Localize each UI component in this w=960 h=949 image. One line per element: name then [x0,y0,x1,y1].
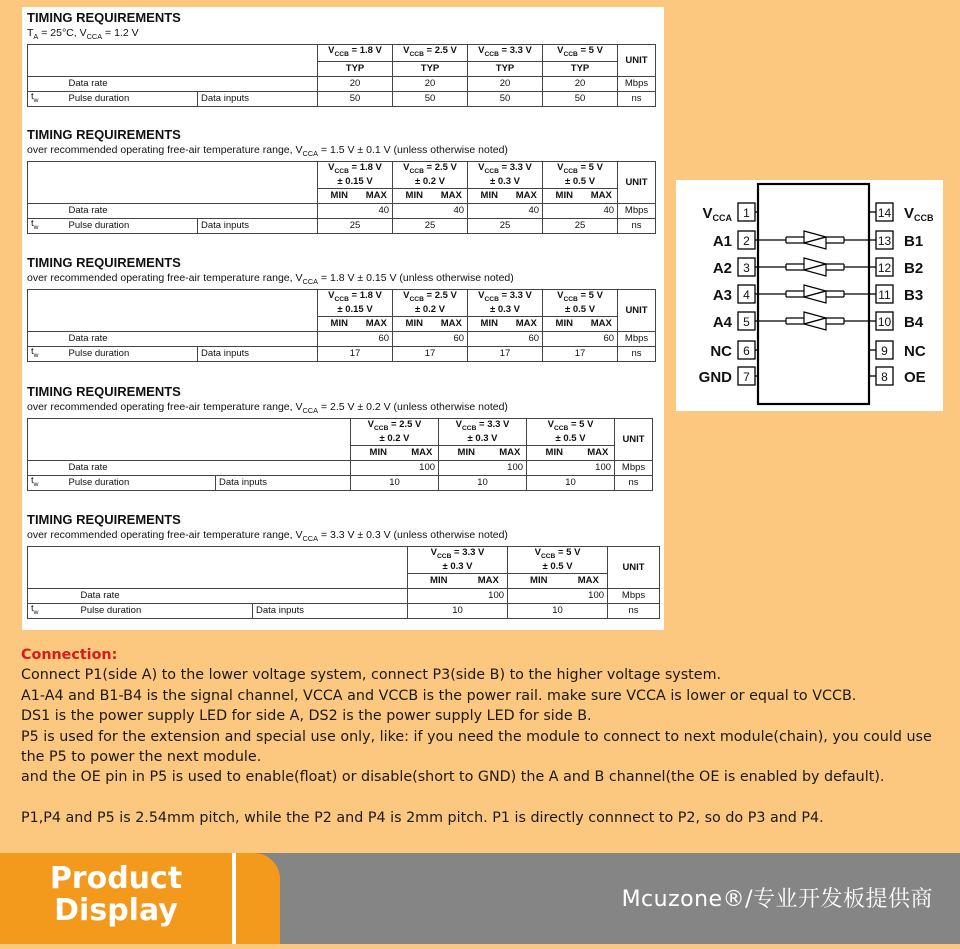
product-label-line1: Product [49,861,183,896]
section-condition: over recommended operating free-air temperature range, $V_{CCA} = 1.8$ V ± 0.15 V (unless otherwise noted) [27,272,514,287]
param-cell: Data rate [66,331,318,346]
value-cell [351,460,406,475]
level-shifter-buffer-icon [758,258,869,276]
table-row [28,77,656,92]
value-cell: 20 [468,77,543,92]
timing-section [27,10,656,107]
sub-header: MAX [436,188,468,203]
product-display-label [0,863,232,927]
header-blank [28,162,318,204]
vccb-header: $V_{CCB} = 5$ V [543,45,618,62]
value-cell: 60 [361,331,393,346]
symbol-cell: $t_w$ [28,475,66,490]
vccb-header: $V_{CCB} = 2.5$ V ± 0.2 V [393,162,468,189]
table-row [28,588,660,603]
value-cell: 100 [582,460,615,475]
value-cell: 50 [393,92,468,107]
value-cell [468,331,511,346]
vccb-header: $V_{CCB} = 5$ V ± 0.5 V [508,547,608,574]
value-cell: 40 [511,203,543,218]
symbol-cell: $t_w$ [28,346,66,361]
connection-line: Connect P1(side A) to the lower voltage system, connect P3(side B) to the higher voltage system. [21,667,722,684]
sub-header: MIN [508,573,570,588]
sub-header: MIN [468,188,511,203]
timing-table [27,546,660,619]
unit-cell: ns [608,603,660,618]
value-cell: 17 [318,346,393,361]
value-cell: 60 [586,331,618,346]
vccb-header: $V_{CCB} = 1.8$ V [318,45,393,62]
vccb-header: $V_{CCB} = 3.3$ V ± 0.3 V [468,290,543,317]
connection-line: A1-A4 and B1-B4 is the signal channel, VCCA and VCCB is the power rail. make sure VCCA is lower or equal to VCCB. [21,687,857,704]
vccb-header: $V_{CCB} = 2.5$ V [393,45,468,62]
connection-line: DS1 is the power supply LED for side A, DS2 is the power supply LED for side B. [21,708,592,725]
param-cell: Pulse duration [66,475,216,490]
connection-notes [21,645,941,829]
value-cell: 10 [508,603,608,618]
table-row [28,460,653,475]
sub-header: MIN [408,573,470,588]
symbol-cell [28,203,66,218]
pin-name: OE [904,369,926,386]
pin-number: 2 [743,234,750,248]
sub-header: MIN [527,445,582,460]
sub-header: MIN [543,316,586,331]
cond-cell: Data inputs [253,603,408,618]
unit-cell: Mbps [618,203,656,218]
sub-header: TYP [468,62,543,77]
value-cell [393,203,436,218]
unit-cell: Mbps [618,77,656,92]
section-condition: over recommended operating free-air temperature range, $V_{CCA} = 2.5$ V ± 0.2 V (unless otherwise noted) [27,401,508,416]
param-cell: Pulse duration [66,346,198,361]
value-cell: 60 [511,331,543,346]
table-row [28,331,656,346]
value-cell: 20 [543,77,618,92]
vccb-header: $V_{CCB} = 1.8$ V ± 0.15 V [318,162,393,189]
timing-table [27,161,656,234]
pin-name: A3 [712,287,732,304]
symbol-cell [28,460,66,475]
value-cell: 100 [570,588,608,603]
vccb-header: $V_{CCB} = 5$ V ± 0.5 V [543,162,618,189]
value-cell [468,203,511,218]
sub-header: MAX [582,445,615,460]
param-cell: Data rate [66,77,318,92]
section-condition: over recommended operating free-air temperature range, $V_{CCA} = 1.5$ V ± 0.1 V (unless otherwise noted) [27,144,508,159]
timing-section [27,512,660,619]
table-row [28,346,656,361]
pin-name: $V_{CCB}$ [904,205,934,223]
symbol-cell [28,331,66,346]
sub-header: MIN [318,188,361,203]
pin-name: B1 [904,233,924,250]
unit-cell: ns [618,92,656,107]
unit-header: UNIT [615,419,653,461]
unit-cell: ns [618,218,656,233]
sub-header: TYP [543,62,618,77]
vccb-header: $V_{CCB} = 3.3$ V ± 0.3 V [408,547,508,574]
value-cell [439,460,494,475]
value-cell: 40 [361,203,393,218]
sub-header: TYP [393,62,468,77]
value-cell: 17 [393,346,468,361]
value-cell: 100 [406,460,439,475]
sub-header: MAX [586,316,618,331]
symbol-cell: $t_w$ [28,218,66,233]
value-cell: 10 [351,475,439,490]
pin-name: $V_{CCA}$ [702,205,732,223]
param-cell: Data rate [66,460,351,475]
section-condition: $T_A = 25^\circ C$, $V_{CCA} = 1.2$ V [27,27,139,42]
table-row [28,218,656,233]
sub-header: MIN [318,316,361,331]
value-cell: 10 [408,603,508,618]
cond-cell: Data inputs [198,218,318,233]
unit-header: UNIT [618,162,656,204]
footer-bar [0,853,960,944]
pin-name: A1 [712,233,732,250]
sub-header: TYP [318,62,393,77]
value-cell [318,203,361,218]
connection-line: P1,P4 and P5 is 2.54mm pitch, while the P2 and P4 is 2mm pitch. P1 is directly connnect to P2, so do P3 and P4. [21,810,824,827]
value-cell: 10 [439,475,527,490]
value-cell: 50 [318,92,393,107]
pin-name: B2 [904,260,924,277]
param-cell: Pulse duration [66,218,198,233]
vccb-header: $V_{CCB} = 3.3$ V [468,45,543,62]
level-shifter-buffer-icon [758,312,869,330]
section-condition: over recommended operating free-air temperature range, $V_{CCA} = 3.3$ V ± 0.3 V (unless otherwise noted) [27,529,508,544]
vccb-header: $V_{CCB} = 3.3$ V ± 0.3 V [439,419,527,446]
value-cell [543,203,586,218]
pin-number: 13 [877,234,892,248]
unit-cell: ns [618,346,656,361]
section-title: TIMING REQUIREMENTS [27,127,181,142]
value-cell: 17 [543,346,618,361]
value-cell: 25 [468,218,543,233]
vccb-header: $V_{CCB} = 2.5$ V ± 0.2 V [351,419,439,446]
vccb-header: $V_{CCB} = 1.8$ V ± 0.15 V [318,290,393,317]
connection-lines [21,665,941,828]
symbol-cell: $t_w$ [28,603,78,618]
sub-header: MAX [586,188,618,203]
timing-table [27,418,653,491]
section-title: TIMING REQUIREMENTS [27,512,181,527]
value-cell: 100 [494,460,527,475]
pin-name: GND [698,369,732,386]
value-cell: 100 [470,588,508,603]
sub-header: MIN [468,316,511,331]
connection-line: P5 is used for the extension and special use only, like: if you need the module to connect to next module(chain), you could use the P5 to power the next module. [21,728,932,766]
pin-name: B4 [904,314,924,331]
cond-cell: Data inputs [216,475,351,490]
table-row [28,603,660,618]
sub-header: MAX [361,316,393,331]
timing-section [27,255,656,362]
value-cell: 25 [543,218,618,233]
section-title: TIMING REQUIREMENTS [27,10,181,25]
value-cell [508,588,570,603]
timing-section [27,384,653,491]
param-cell: Pulse duration [66,92,198,107]
pin-number: 14 [877,206,892,220]
param-cell: Pulse duration [78,603,253,618]
header-blank [28,290,318,332]
value-cell [527,460,582,475]
value-cell: 50 [468,92,543,107]
pin-number: 12 [877,261,892,275]
connection-line: and the OE pin in P5 is used to enable(float) or disable(short to GND) the A and B channel(the OE is enabled by default). [21,769,885,786]
pin-name: NC [710,343,732,360]
value-cell: 50 [543,92,618,107]
brand-label: Mcuzone®/专业开发板提供商 [621,887,933,912]
cond-cell: Data inputs [198,346,318,361]
value-cell [543,331,586,346]
param-cell: Data rate [78,588,408,603]
table-row [28,475,653,490]
pin-number: 10 [877,315,892,329]
table-row [28,92,656,107]
pin-number: 8 [881,370,888,384]
connection-title: Connection: [21,647,118,663]
pin-name: B3 [904,287,924,304]
product-display-tab-inner [0,853,236,944]
pin-number: 5 [743,315,750,329]
value-cell: 20 [393,77,468,92]
header-blank [28,547,408,589]
pin-number: 11 [878,288,891,302]
symbol-cell: $t_w$ [28,92,66,107]
pin-number: 4 [743,288,750,302]
unit-header: UNIT [618,290,656,332]
sub-header: MAX [436,316,468,331]
sub-header: MAX [494,445,527,460]
pin-name: A2 [712,260,732,277]
timing-section [27,127,656,234]
value-cell [318,331,361,346]
vccb-header: $V_{CCB} = 5$ V ± 0.5 V [543,290,618,317]
section-title: TIMING REQUIREMENTS [27,384,181,399]
timing-requirements-document [22,7,664,630]
pin-name: NC [904,343,926,360]
param-cell: Data rate [66,203,318,218]
value-cell: 60 [436,331,468,346]
cond-cell: Data inputs [198,92,318,107]
symbol-cell [28,77,66,92]
value-cell: 20 [318,77,393,92]
sub-header: MIN [351,445,406,460]
value-cell: 25 [393,218,468,233]
section-title: TIMING REQUIREMENTS [27,255,181,270]
unit-header: UNIT [618,45,656,77]
unit-header: UNIT [608,547,660,589]
value-cell: 17 [468,346,543,361]
header-blank [28,419,351,461]
value-cell [393,331,436,346]
sub-header: MAX [406,445,439,460]
sub-header: MAX [470,573,508,588]
pin-number: 7 [743,370,750,384]
value-cell: 40 [586,203,618,218]
vccb-header: $V_{CCB} = 3.3$ V ± 0.3 V [468,162,543,189]
table-row [28,203,656,218]
unit-cell: Mbps [618,331,656,346]
pin-name: A4 [712,314,732,331]
sub-header: MAX [511,188,543,203]
symbol-cell [28,588,78,603]
timing-table [27,44,656,107]
product-label-line2: Display [54,893,178,928]
sub-header: MAX [570,573,608,588]
unit-cell: ns [615,475,653,490]
sub-header: MIN [393,316,436,331]
value-cell [408,588,470,603]
sub-header: MIN [439,445,494,460]
value-cell: 10 [527,475,615,490]
sub-header: MAX [511,316,543,331]
pin-number: 6 [743,344,750,358]
vccb-header: $V_{CCB} = 5$ V ± 0.5 V [527,419,615,446]
level-shifter-buffer-icon [758,285,869,303]
value-cell: 25 [318,218,393,233]
pinout-diagram [676,180,943,411]
sub-header: MAX [361,188,393,203]
connection-line [21,788,941,808]
unit-cell: Mbps [615,460,653,475]
sub-header: MIN [393,188,436,203]
timing-table [27,289,656,362]
value-cell: 40 [436,203,468,218]
level-shifter-buffer-icon [758,231,869,249]
unit-cell: Mbps [608,588,660,603]
pin-number: 1 [743,206,750,220]
pin-number: 3 [743,261,750,275]
sub-header: MIN [543,188,586,203]
pinout-svg [676,180,943,411]
vccb-header: $V_{CCB} = 2.5$ V ± 0.2 V [393,290,468,317]
pin-number: 9 [881,344,888,358]
header-blank [28,45,318,77]
